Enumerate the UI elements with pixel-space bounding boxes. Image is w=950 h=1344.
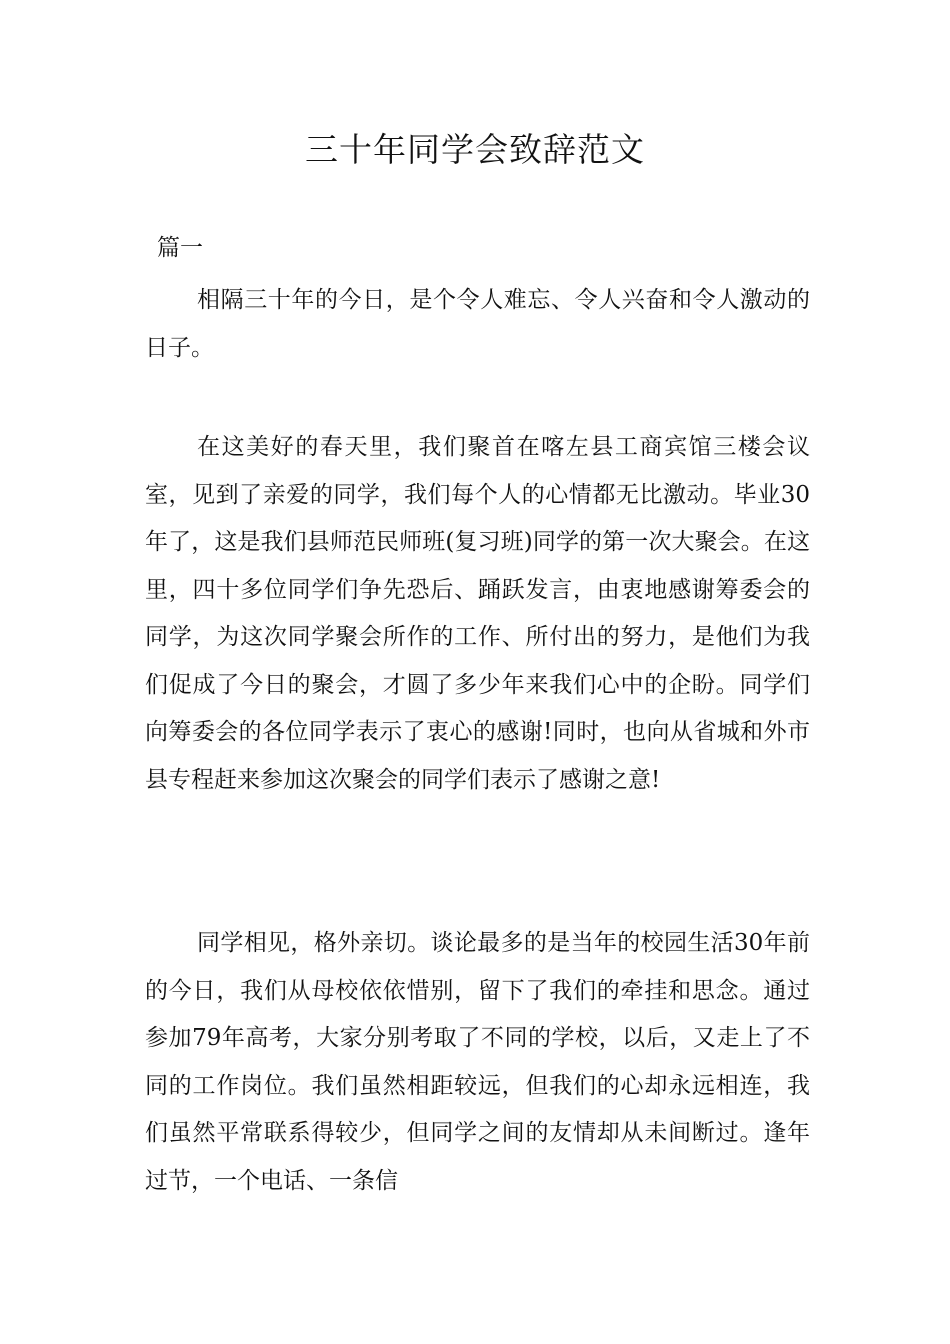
section-label: 篇一 <box>157 235 203 261</box>
page-title: 三十年同学会致辞范文 <box>305 130 645 169</box>
paragraph-2: 在这美好的春天里，我们聚首在喀左县工商宾馆三楼会议室，见到了亲爱的同学，我们每个人的心情都无比激动。毕业30年了，这是我们县师范民师班(复习班)同学的第一次大聚会。在这里，四十多位同学们争先恐后、踊跃发言，由衷地感谢筹委会的同学，为这次同学聚会所作的工作、所付出的努力，是他们为我们促成了今日的聚会，才圆了多少年来我们心中的企盼。同学们向筹委会的各位同学表示了衷心的感谢!同时，也向从省城和外市县专程赶来参加这次聚会的同学们表示了感谢之意! <box>145 434 810 793</box>
paragraph-3: 同学相见，格外亲切。谈论最多的是当年的校园生活30年前的今日，我们从母校依依惜别，留下了我们的牵挂和思念。通过参加79年高考，大家分别考取了不同的学校，以后，又走上了不同的工作岗位。我们虽然相距较远，但我们的心却永远相连，我们虽然平常联系得较少，但同学之间的友情却从未间断过。逢年过节，一个电话、一条信 <box>145 930 810 1194</box>
paragraph-1: 相隔三十年的今日，是个令人难忘、令人兴奋和令人激动的日子。 <box>145 287 810 361</box>
